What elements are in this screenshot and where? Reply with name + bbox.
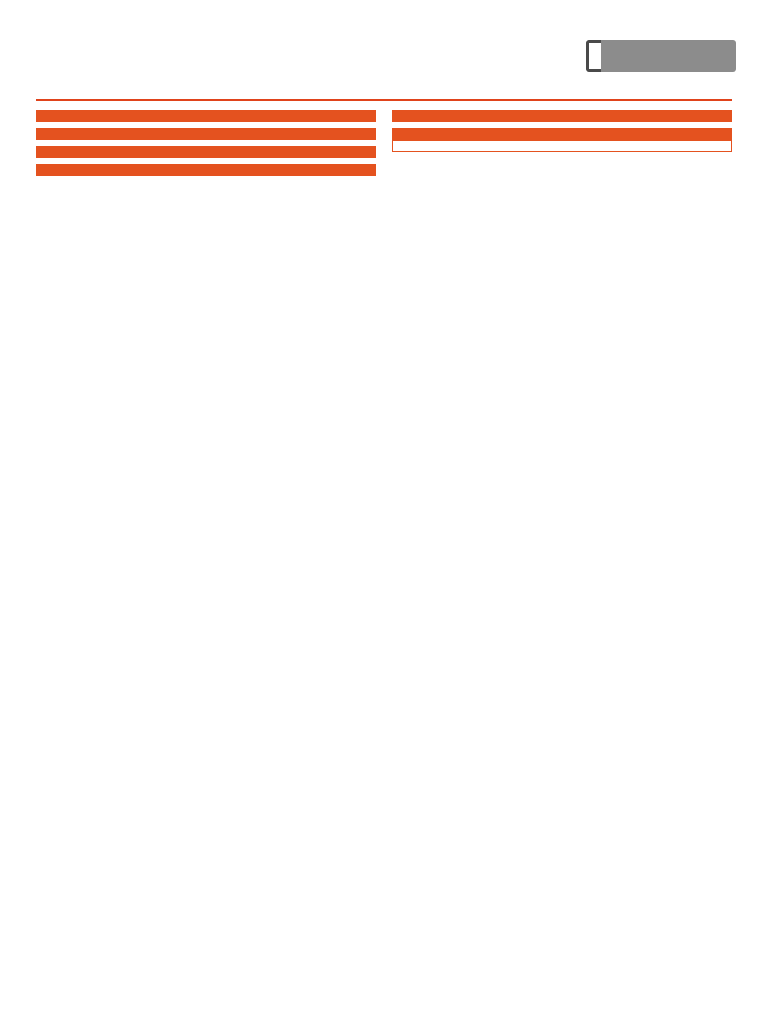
contents-heading [36,128,376,140]
travel-policy-heading [36,146,376,158]
intro-heading [36,110,376,122]
logo-insure [586,40,601,72]
insurefor-logo [586,40,736,72]
health-requirements-heading [393,129,731,141]
important-notes-heading [392,110,732,122]
header-divider [36,99,732,101]
logo-for [601,40,736,72]
renewing-policy-heading [36,164,376,176]
health-requirements-box [392,128,732,152]
left-column [36,110,376,182]
right-column [392,110,732,152]
